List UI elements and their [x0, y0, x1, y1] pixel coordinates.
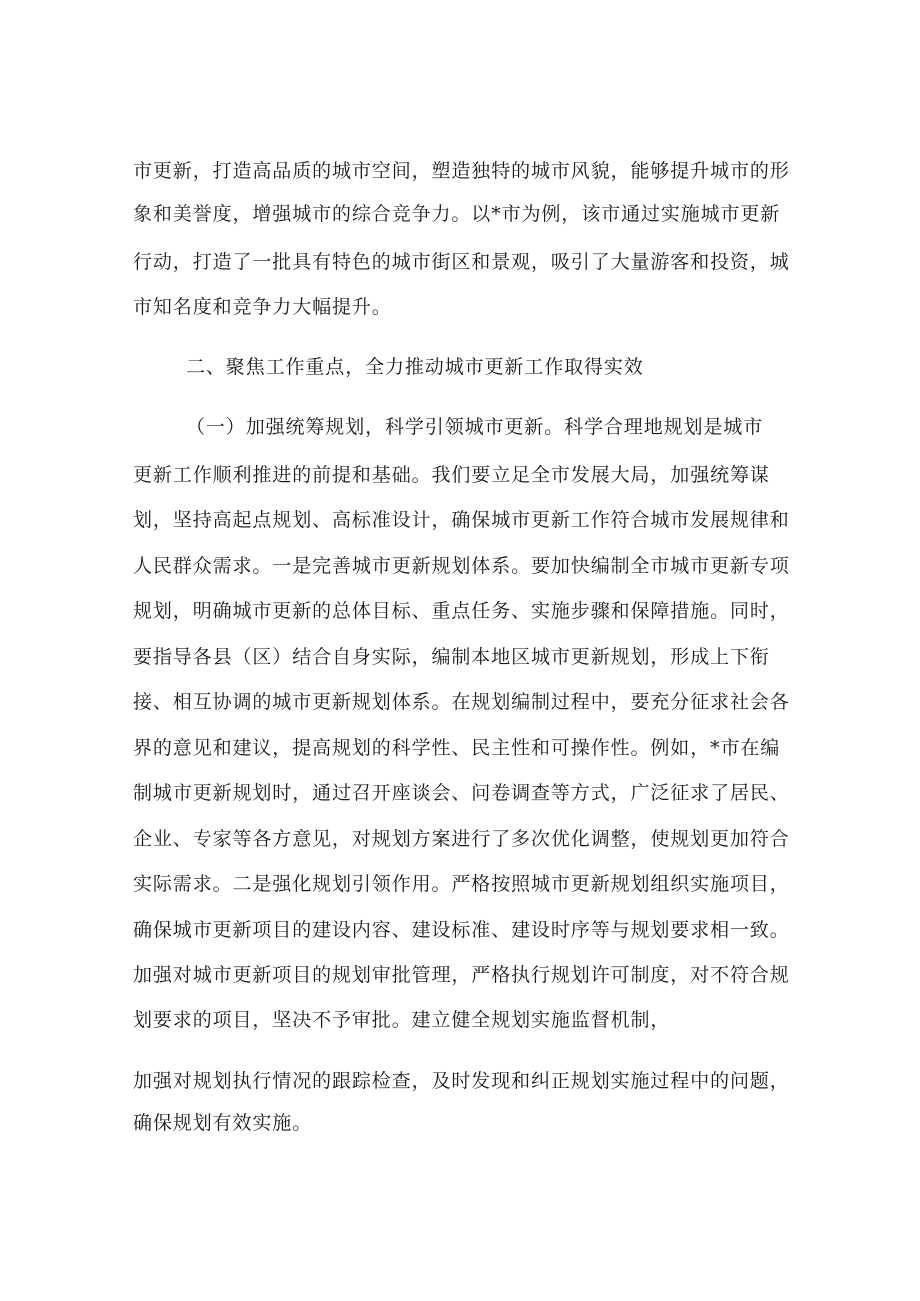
section-heading: 二、聚焦工作重点，全力推动城市更新工作取得实效	[186, 356, 644, 378]
paragraph-line: 企业、专家等各方意见，对规划方案进行了多次优化调整，使规划更加符合	[133, 828, 790, 850]
paragraph-line: 实际需求。二是强化规划引领作用。严格按照城市更新规划组织实施项目，	[133, 873, 790, 895]
paragraph-line: （一）加强统筹规划，科学引领城市更新。科学合理地规划是城市	[186, 416, 764, 438]
paragraph-line: 划要求的项目，坚决不予审批。建立健全规划实施监督机制，	[133, 1009, 671, 1031]
paragraph-line: 更新工作顺利推进的前提和基础。我们要立足全市发展大局，加强统筹谋	[133, 464, 770, 486]
paragraph-line: 行动，打造了一批具有特色的城市街区和景观，吸引了大量游客和投资，城	[133, 251, 790, 273]
paragraph-line: 制城市更新规划时，通过召开座谈会、问卷调查等方式，广泛征求了居民、	[133, 782, 790, 804]
paragraph-line: 界的意见和建议，提高规划的科学性、民主性和可操作性。例如，*市在编	[133, 737, 781, 759]
paragraph-line: 加强对规划执行情况的跟踪检查，及时发现和纠正规划实施过程中的问题，	[133, 1070, 790, 1092]
paragraph-line: 人民群众需求。一是完善城市更新规划体系。要加快编制全市城市更新专项	[133, 555, 790, 577]
paragraph-line: 划，坚持高起点规划、高标准设计，确保城市更新工作符合城市发展规律和	[133, 509, 790, 531]
paragraph-line: 接、相互协调的城市更新规划体系。在规划编制过程中，要充分征求社会各	[133, 691, 790, 713]
paragraph-line: 确保规划有效实施。	[133, 1112, 313, 1134]
paragraph-line: 要指导各县（区）结合自身实际，编制本地区城市更新规划，形成上下衔	[133, 646, 770, 668]
paragraph-line: 确保城市更新项目的建设内容、建设标准、建设时序等与规划要求相一致。	[133, 919, 790, 941]
paragraph-line: 市更新，打造高品质的城市空间，塑造独特的城市风貌，能够提升城市的形	[133, 160, 790, 182]
paragraph-line: 规划，明确城市更新的总体目标、重点任务、实施步骤和保障措施。同时，	[133, 600, 790, 622]
paragraph-line: 加强对城市更新项目的规划审批管理，严格执行规划许可制度，对不符合规	[133, 964, 790, 986]
paragraph-line: 象和美誉度，增强城市的综合竞争力。以*市为例，该市通过实施城市更新	[133, 203, 781, 225]
paragraph-line: 市知名度和竞争力大幅提升。	[133, 296, 392, 318]
